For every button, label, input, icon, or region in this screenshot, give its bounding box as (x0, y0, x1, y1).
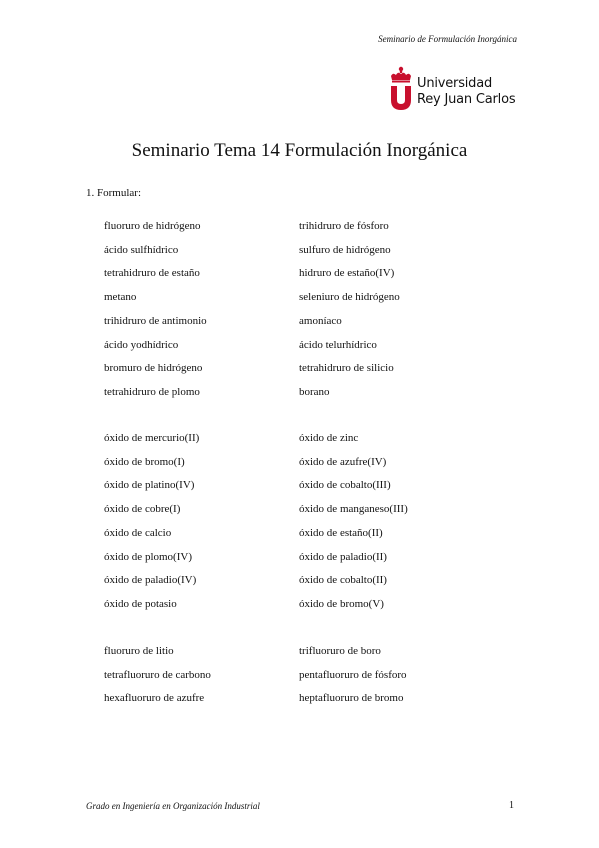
compound-item: óxido de cobalto(III) (299, 479, 391, 492)
compound-item: hidruro de estaño(IV) (299, 267, 395, 280)
compound-item: óxido de plomo(IV) (104, 550, 192, 563)
compound-item: óxido de cobalto(II) (299, 574, 387, 587)
footer-text: Grado en Ingeniería en Organización Industrial (86, 801, 260, 811)
compound-item: óxido de bromo(I) (104, 455, 185, 468)
compound-item: óxido de bromo(V) (299, 597, 384, 610)
logo-text (417, 76, 515, 108)
compound-item: fluoruro de litio (104, 645, 174, 657)
compound-item: ácido sulfhídrico (104, 243, 179, 256)
exercise-label: 1. Formular: (86, 187, 141, 199)
page-title: Seminario Tema 14 Formulación Inorgánica (131, 140, 468, 161)
compound-item: tetrahidruro de silicio (299, 362, 394, 375)
compound-item: fluoruro de hidrógeno (104, 220, 201, 232)
compound-item: óxido de mercurio(II) (104, 432, 200, 444)
compound-item: óxido de cobre(I) (104, 503, 181, 516)
compound-item: sulfuro de hidrógeno (299, 243, 391, 256)
compound-item: óxido de paladio(IV) (104, 574, 197, 587)
compound-item: óxido de manganeso(III) (299, 503, 408, 516)
compound-item: óxido de azufre(IV) (299, 455, 387, 468)
compound-item: tetrafluoruro de carbono (104, 668, 211, 681)
compound-item: tetrahidruro de plomo (104, 385, 200, 398)
compound-item: óxido de calcio (104, 526, 172, 539)
compound-item: hexafluoruro de azufre (104, 692, 205, 705)
crown-u-icon (387, 66, 415, 112)
compound-item: heptafluoruro de bromo (299, 692, 404, 705)
page-number: 1 (509, 800, 514, 811)
compound-item: tetrahidruro de estaño (104, 267, 200, 280)
compound-item: óxido de zinc (299, 432, 359, 444)
compound-item: trifluoruro de boro (299, 645, 381, 657)
compound-item: amoníaco (299, 314, 342, 327)
logo-line-2: Rey Juan Carlos (417, 92, 516, 107)
compound-item: óxido de potasio (104, 597, 177, 610)
compound-item: trihidruro de fósforo (299, 220, 389, 232)
compound-item: bromuro de hidrógeno (104, 362, 203, 375)
university-logo (387, 66, 517, 116)
compound-item: óxido de platino(IV) (104, 479, 195, 492)
compound-item: óxido de paladio(II) (299, 550, 387, 563)
compound-item: ácido yodhídrico (104, 338, 179, 351)
compound-item: metano (104, 291, 137, 304)
compound-item: trihidruro de antimonio (104, 314, 207, 327)
compound-item: borano (299, 385, 330, 398)
compound-item: pentafluoruro de fósforo (299, 668, 407, 681)
compound-item: óxido de estaño(II) (299, 526, 383, 539)
logo-line-1: Universidad (417, 76, 493, 91)
compound-item: ácido telurhídrico (299, 338, 377, 351)
compound-item: seleniuro de hidrógeno (299, 291, 400, 304)
running-header: Seminario de Formulación Inorgánica (378, 34, 517, 44)
